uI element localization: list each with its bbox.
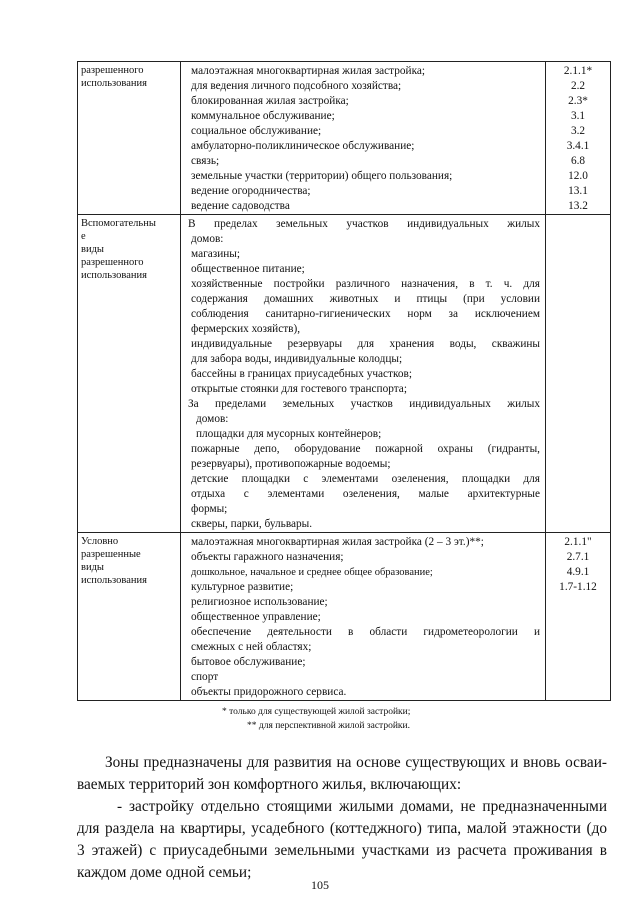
use-code: 6.8 [570,155,586,167]
use-line: В пределах земельных участков индивидуальных жилых [188,218,540,230]
paragraph-development [77,796,607,884]
category-label: использования [81,270,147,281]
use-line: общественное питание; [191,263,305,275]
use-line: соблюдения санитарно-гигиенических норм за исключением [191,308,540,320]
category-label: разрешенные [81,549,141,560]
use-line: смежных с ней областях; [191,641,312,653]
use-line: детские площадки с элементами озеленения, площадки для [191,473,540,485]
use-item: земельные участки (территории) общего пользования; [191,170,453,182]
use-line: малоэтажная многоквартирная жилая застройка (2 – 3 эт.)**; [191,536,484,548]
page-number: 105 [311,878,329,892]
category-label: виды [81,562,104,573]
use-line: для забора воды, индивидуальные колодцы; [191,353,403,365]
use-code: 2.1.1* [563,65,593,77]
table-row-permitted [78,62,611,215]
use-line: фермерских хозяйств), [191,323,301,335]
table-row-auxiliary [78,215,611,533]
use-line: резервуары), противопожарные водоемы; [191,458,391,470]
category-label: е [81,231,86,242]
use-line: площадки для мусорных контейнеров; [196,428,382,440]
table-row-conditional [78,533,611,701]
paragraph-line: 3 этажей) с приусадебными земельными участками из расчета проживания в [77,842,607,859]
code-cell [546,533,611,701]
use-code: 3.1 [570,110,586,122]
uses-cell [181,62,546,215]
category-cell [78,62,181,215]
use-item: малоэтажная многоквартирная жилая застройка; [191,65,426,77]
category-label: использования [81,78,147,89]
use-line: общественное управление; [191,611,321,623]
use-line: культурное развитие; [191,581,294,593]
uses-cell [181,215,546,533]
paragraph-line: - застройку отдельно стоящими жилыми домами, не предназначенными [117,798,607,815]
use-line: индивидуальные резервуары для хранения воды, скважины [191,338,540,350]
category-label: виды [81,244,104,255]
use-line: За пределами земельных участков индивидуальных жилых [188,398,540,410]
uses-cell [181,533,546,701]
paragraph-line: ваемых территорий зон комфортного жилья, включающих: [77,776,462,793]
category-label: использования [81,575,147,586]
use-line: хозяйственные постройки различного назначения, в т. ч. для [191,278,540,290]
category-label: разрешенного [81,65,144,76]
use-line: объекты гаражного назначения; [191,551,344,563]
use-code: 13.1 [568,185,588,197]
use-code: 13.2 [568,200,588,212]
use-code: 4.9.1 [566,566,590,578]
use-code: 2.2 [570,80,586,92]
use-line: скверы, парки, бульвары. [191,518,313,530]
paragraph-zones [77,752,607,796]
use-line: содержания домашних животных и птицы (при условии [191,293,540,305]
code-cell [546,215,611,533]
use-line: дошкольное, начальное и среднее общее образование; [191,567,433,578]
use-line: домов: [196,413,229,425]
category-cell [78,533,181,701]
use-item: амбулаторно-поликлиническое обслуживание; [191,140,415,152]
use-code: 3.4.1 [566,140,590,152]
use-line: формы; [191,503,228,515]
footnote: * только для существующей жилой застройки; [222,707,411,717]
use-line: магазины; [191,248,241,260]
use-code: 12.0 [568,170,588,182]
category-label: Вспомогательны [81,218,156,229]
category-label: разрешенного [81,257,144,268]
category-cell [78,215,181,533]
paragraph-line: каждом доме одной семьи; [77,864,252,881]
use-item: коммунальное обслуживание; [191,110,335,122]
use-item: социальное обслуживание; [191,125,322,137]
use-code: 2.7.1 [566,551,590,563]
use-line: объекты придорожного сервиса. [191,686,347,698]
use-item: блокированная жилая застройка; [191,95,349,107]
code-cell [546,62,611,215]
use-line: религиозное использование; [191,596,328,608]
zoning-table [77,61,611,701]
paragraph-line: для раздела на квартиры, усадебного (коттеджного) типа, малой этажности (до [77,820,607,837]
use-item: ведение огородничества; [191,185,311,197]
use-line: открытые стоянки для гостевого транспорта; [191,383,407,395]
use-code: 2.3* [568,95,588,107]
use-item: для ведения личного подсобного хозяйства; [191,80,402,92]
use-line: обеспечение деятельности в области гидрометеорологии и [191,626,540,638]
use-code: 1.7-1.12 [559,581,597,593]
footnote: ** для перспективной жилой застройки. [247,721,410,731]
use-code: 3.2 [570,125,586,137]
use-line: домов: [191,233,224,245]
category-label: Условно [81,536,119,547]
use-line: бытовое обслуживание; [191,656,306,668]
use-line: отдыха с элементами озеленения, малые архитектурные [191,488,540,500]
use-item: связь; [191,155,220,167]
use-code: 2.1.1" [564,536,592,548]
use-item: ведение садоводства [191,200,290,212]
use-line: бассейны в границах приусадебных участков; [191,368,413,380]
paragraph-line: Зоны предназначены для развития на основе существующих и вновь осваи- [105,754,607,771]
use-line: спорт [191,671,219,683]
use-line: пожарные депо, оборудование пожарной охраны (гидранты, [191,443,540,455]
